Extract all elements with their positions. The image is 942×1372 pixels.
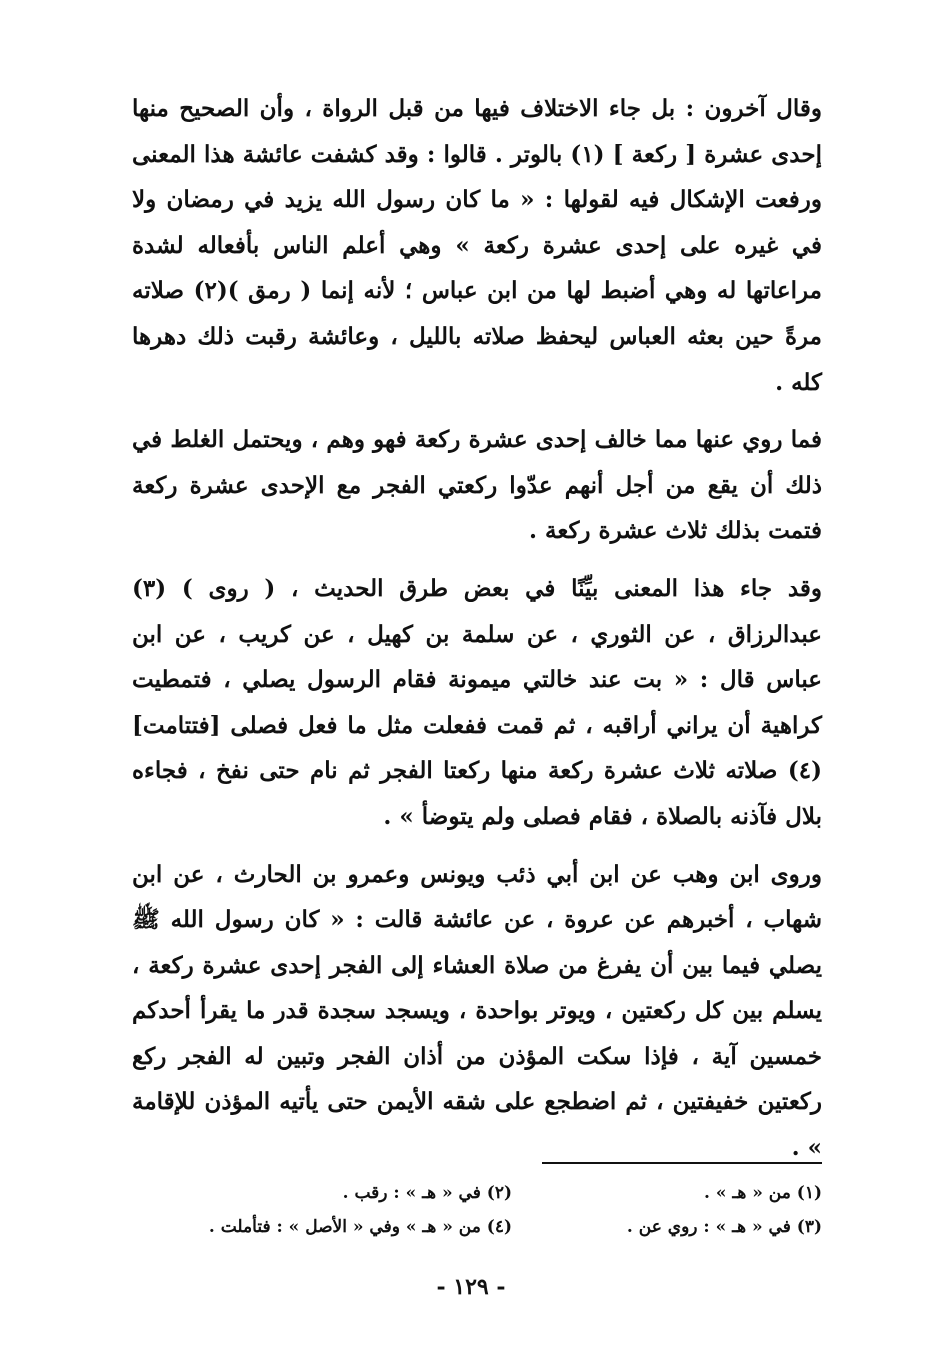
footnote-divider — [542, 1162, 822, 1164]
paragraph-1: وقال آخرون : بل جاء الاختلاف فيها من قبل الرواة ، وأن الصحيح منها إحدى عشرة [ ركعة ] (١) بالوتر . قالوا : وقد كشفت عائشة هذا المعنى ورفعت الإشكال فيه لقولها : « ما كان رسول الله يزيد في رمضان ولا في غيره على إحدى عشرة ركعة » وهي أعلم الناس بأفعاله لشدة مراعاتها له وهي أضبط لها من ابن عباس ؛ لأنه إنما ( رمق )(٢) صلاته مرةً حين بعثه العباس ليحفظ صلاته بالليل ، وعائشة رقبت ذلك دهرها كله . — [132, 95, 822, 396]
footnote-2: (٢) في « هـ » : رقب . — [342, 1183, 512, 1203]
paragraph-3: وقد جاء هذا المعنى بيِّنًا في بعض طرق الحديث ، ( روى ) (٣) عبدالرزاق ، عن الثوري ، عن سلمة بن كهيل ، عن كريب ، عن ابن عباس قال : « بت عند خالتي ميمونة فقام الرسول يصلي ، فتمطيت كراهية أن يراني أراقبه ، ثم قمت ففعلت مثل ما فعل فصلى [فتتامت](٤) صلاته ثلاث عشرة ركعة منها ركعتا الفجر ثم نام حتى نفخ ، فجاءه بلال فآذنه بالصلاة ، فقام فصلى ولم يتوضأ » . — [132, 574, 822, 830]
footnote-row-2 — [140, 1210, 822, 1244]
paragraph-2: فما روي عنها مما خالف إحدى عشرة ركعة فهو وهم ، ويحتمل الغلط في ذلك أن يقع من أجل أنهم عدّوا ركعتي الفجر مع الإحدى عشرة ركعة فتمت بذلك ثلاث عشرة ركعة . — [132, 426, 822, 545]
paragraph-4: وروى ابن وهب عن ابن أبي ذئب ويونس وعمرو بن الحارث ، عن ابن شهاب ، أخبرهم عن عروة ، عن عائشة قالت : « كان رسول الله ﷺ يصلي فيما بين أن يفرغ من صلاة العشاء إلى الفجر إحدى عشرة ركعة ، يسلم بين كل ركعتين ، ويوتر بواحدة ، ويسجد سجدة قدر ما يقرأ أحدكم خمسين آية ، فإذا سكت المؤذن من أذان الفجر وتبين له الفجر ركع ركعتين خفيفتين ، ثم اضطجع على شقه الأيمن حتى يأتيه المؤذن للإقامة » . — [132, 860, 822, 1162]
page-number: - ١٢٩ - — [436, 1274, 506, 1300]
footnotes — [140, 1176, 822, 1244]
footnote-4: (٤) من « هـ » وفي « الأصل » : فتأملت . — [208, 1217, 512, 1237]
footnote-3: (٣) في « هـ » : روي عن . — [626, 1217, 822, 1237]
footnote-1: (١) من « هـ » . — [704, 1183, 822, 1203]
footnote-row-1 — [140, 1176, 822, 1210]
main-text — [132, 86, 822, 1171]
